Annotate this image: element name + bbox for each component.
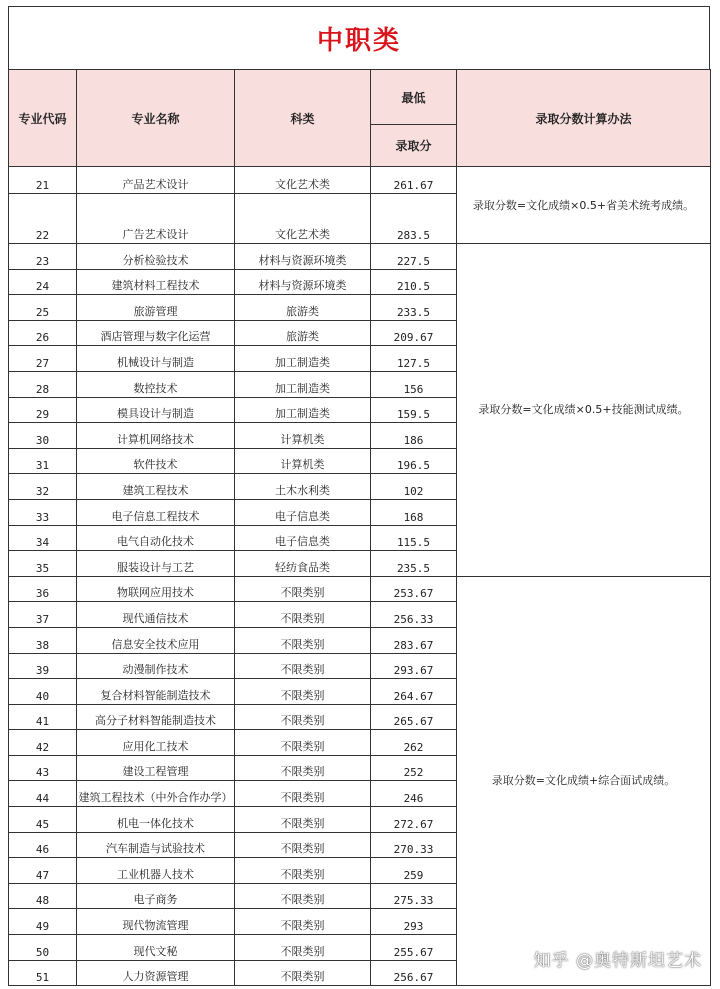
min-score-cell: 210.5: [371, 269, 457, 295]
major-name-cell: 电子商务: [77, 883, 235, 909]
category-cell: 材料与资源环境类: [235, 269, 371, 295]
major-code-cell: 30: [9, 423, 77, 449]
major-name-cell: 建筑工程技术: [77, 474, 235, 500]
min-score-cell: 196.5: [371, 448, 457, 474]
min-score-cell: 255.67: [371, 935, 457, 961]
major-code-cell: 32: [9, 474, 77, 500]
major-name-cell: 建设工程管理: [77, 755, 235, 781]
header-code: 专业代码: [9, 70, 77, 167]
major-code-cell: 41: [9, 704, 77, 730]
major-name-cell: 现代通信技术: [77, 602, 235, 628]
major-name-cell: 电气自动化技术: [77, 525, 235, 551]
min-score-cell: 233.5: [371, 295, 457, 321]
min-score-cell: 102: [371, 474, 457, 500]
major-name-cell: 软件技术: [77, 448, 235, 474]
major-code-cell: 45: [9, 807, 77, 833]
major-code-cell: 28: [9, 371, 77, 397]
category-cell: 加工制造类: [235, 397, 371, 423]
major-code-cell: 40: [9, 679, 77, 705]
major-name-cell: 物联网应用技术: [77, 576, 235, 602]
category-cell: 不限类别: [235, 883, 371, 909]
major-code-cell: 24: [9, 269, 77, 295]
min-score-cell: 259: [371, 858, 457, 884]
major-name-cell: 现代物流管理: [77, 909, 235, 935]
major-name-cell: 机电一体化技术: [77, 807, 235, 833]
major-name-cell: 电子信息工程技术: [77, 499, 235, 525]
min-score-cell: 186: [371, 423, 457, 449]
category-cell: 不限类别: [235, 730, 371, 756]
major-name-cell: 计算机网络技术: [77, 423, 235, 449]
min-score-cell: 256.67: [371, 960, 457, 986]
table-body: [9, 167, 711, 986]
major-name-cell: 动漫制作技术: [77, 653, 235, 679]
min-score-cell: 261.67: [371, 167, 457, 194]
major-name-cell: 复合材料智能制造技术: [77, 679, 235, 705]
major-name-cell: 服装设计与工艺: [77, 551, 235, 577]
table-row: [9, 244, 711, 270]
category-cell: 计算机类: [235, 448, 371, 474]
min-score-cell: 253.67: [371, 576, 457, 602]
page-title: 中职类: [316, 25, 401, 56]
major-code-cell: 37: [9, 602, 77, 628]
header-method: 录取分数计算办法: [457, 70, 711, 167]
category-cell: 不限类别: [235, 781, 371, 807]
category-cell: 不限类别: [235, 960, 371, 986]
major-code-cell: 47: [9, 858, 77, 884]
category-cell: 土木水利类: [235, 474, 371, 500]
method-cell: 录取分数=文化成绩×0.5+技能测试成绩。: [457, 244, 711, 577]
major-code-cell: 51: [9, 960, 77, 986]
min-score-cell: 209.67: [371, 320, 457, 346]
min-score-cell: 293.67: [371, 653, 457, 679]
table-row: [9, 167, 711, 194]
major-code-cell: 34: [9, 525, 77, 551]
min-score-cell: 283.67: [371, 627, 457, 653]
major-code-cell: 27: [9, 346, 77, 372]
major-code-cell: 44: [9, 781, 77, 807]
category-cell: 不限类别: [235, 576, 371, 602]
category-cell: 不限类别: [235, 909, 371, 935]
header-category: 科类: [235, 70, 371, 167]
min-score-cell: 270.33: [371, 832, 457, 858]
category-cell: 轻纺食品类: [235, 551, 371, 577]
major-name-cell: 建筑材料工程技术: [77, 269, 235, 295]
major-code-cell: 35: [9, 551, 77, 577]
min-score-cell: 127.5: [371, 346, 457, 372]
min-score-cell: 235.5: [371, 551, 457, 577]
category-cell: 不限类别: [235, 832, 371, 858]
category-cell: 不限类别: [235, 704, 371, 730]
min-score-cell: 262: [371, 730, 457, 756]
min-score-cell: 115.5: [371, 525, 457, 551]
major-name-cell: 模具设计与制造: [77, 397, 235, 423]
major-name-cell: 数控技术: [77, 371, 235, 397]
header-name: 专业名称: [77, 70, 235, 167]
min-score-cell: 252: [371, 755, 457, 781]
major-code-cell: 26: [9, 320, 77, 346]
major-code-cell: 49: [9, 909, 77, 935]
major-code-cell: 36: [9, 576, 77, 602]
major-name-cell: 人力资源管理: [77, 960, 235, 986]
category-cell: 不限类别: [235, 858, 371, 884]
major-code-cell: 21: [9, 167, 77, 194]
method-cell: 录取分数=文化成绩+综合面试成绩。: [457, 576, 711, 986]
min-score-cell: 272.67: [371, 807, 457, 833]
category-cell: 计算机类: [235, 423, 371, 449]
min-score-cell: 293: [371, 909, 457, 935]
table-row: [9, 576, 711, 602]
category-cell: 加工制造类: [235, 371, 371, 397]
admission-sheet: [8, 6, 710, 986]
method-cell: 录取分数=文化成绩×0.5+省美术统考成绩。: [457, 167, 711, 244]
major-code-cell: 42: [9, 730, 77, 756]
major-code-cell: 22: [9, 194, 77, 244]
category-cell: 电子信息类: [235, 525, 371, 551]
major-name-cell: 汽车制造与试验技术: [77, 832, 235, 858]
header-min-top: 最低: [371, 70, 457, 125]
min-score-cell: 246: [371, 781, 457, 807]
major-code-cell: 48: [9, 883, 77, 909]
min-score-cell: 159.5: [371, 397, 457, 423]
major-code-cell: 46: [9, 832, 77, 858]
major-code-cell: 39: [9, 653, 77, 679]
min-score-cell: 264.67: [371, 679, 457, 705]
min-score-cell: 168: [371, 499, 457, 525]
major-name-cell: 高分子材料智能制造技术: [77, 704, 235, 730]
major-name-cell: 旅游管理: [77, 295, 235, 321]
major-name-cell: 现代文秘: [77, 935, 235, 961]
category-cell: 不限类别: [235, 807, 371, 833]
major-name-cell: 信息安全技术应用: [77, 627, 235, 653]
major-code-cell: 25: [9, 295, 77, 321]
major-code-cell: 43: [9, 755, 77, 781]
major-name-cell: 分析检验技术: [77, 244, 235, 270]
major-code-cell: 29: [9, 397, 77, 423]
title-bar: [8, 6, 710, 69]
category-cell: 旅游类: [235, 320, 371, 346]
major-name-cell: 产品艺术设计: [77, 167, 235, 194]
category-cell: 材料与资源环境类: [235, 244, 371, 270]
major-name-cell: 广告艺术设计: [77, 194, 235, 244]
min-score-cell: 256.33: [371, 602, 457, 628]
category-cell: 不限类别: [235, 679, 371, 705]
category-cell: 旅游类: [235, 295, 371, 321]
min-score-cell: 156: [371, 371, 457, 397]
major-name-cell: 工业机器人技术: [77, 858, 235, 884]
min-score-cell: 275.33: [371, 883, 457, 909]
watermark: 知乎 @奥特斯坦艺术: [533, 951, 702, 971]
category-cell: 不限类别: [235, 653, 371, 679]
major-code-cell: 31: [9, 448, 77, 474]
category-cell: 电子信息类: [235, 499, 371, 525]
min-score-cell: 227.5: [371, 244, 457, 270]
category-cell: 文化艺术类: [235, 167, 371, 194]
category-cell: 加工制造类: [235, 346, 371, 372]
major-code-cell: 23: [9, 244, 77, 270]
major-name-cell: 机械设计与制造: [77, 346, 235, 372]
major-name-cell: 建筑工程技术（中外合作办学）: [77, 781, 235, 807]
header-min-bottom: 录取分: [371, 125, 457, 167]
admission-table: [8, 69, 711, 986]
major-code-cell: 33: [9, 499, 77, 525]
category-cell: 不限类别: [235, 755, 371, 781]
major-name-cell: 酒店管理与数字化运营: [77, 320, 235, 346]
category-cell: 文化艺术类: [235, 194, 371, 244]
major-code-cell: 38: [9, 627, 77, 653]
min-score-cell: 265.67: [371, 704, 457, 730]
category-cell: 不限类别: [235, 602, 371, 628]
major-code-cell: 50: [9, 935, 77, 961]
category-cell: 不限类别: [235, 935, 371, 961]
category-cell: 不限类别: [235, 627, 371, 653]
major-name-cell: 应用化工技术: [77, 730, 235, 756]
min-score-cell: 283.5: [371, 194, 457, 244]
